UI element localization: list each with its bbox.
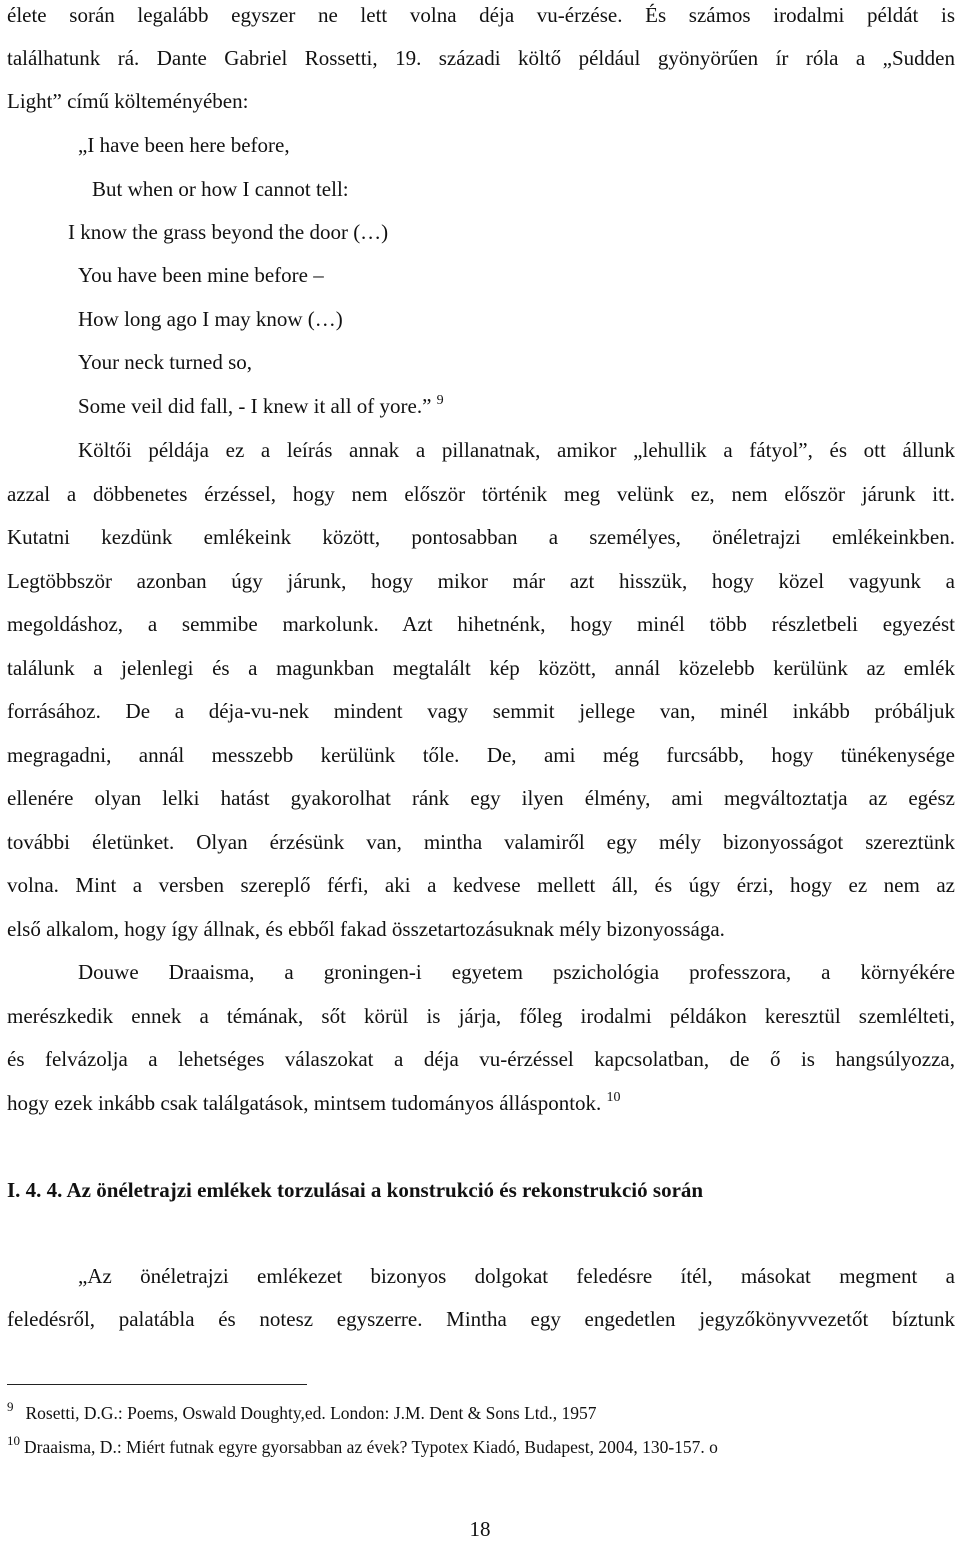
footnote-divider bbox=[7, 1384, 307, 1385]
poem-line-1: „I have been here before, bbox=[78, 133, 290, 157]
poem-line-7 bbox=[78, 393, 444, 423]
poem-line-7-text: Some veil did fall, - I knew it all of yore.” bbox=[78, 394, 432, 418]
footnote-9-number: 9 bbox=[7, 1399, 14, 1414]
paragraph1-line-3: Kutatni kezdünk emlékeink között, pontosabban a személyes, önéletrajzi emlékeinkben. bbox=[7, 525, 955, 549]
section-heading: I. 4. 4. Az önéletrajzi emlékek torzulásai a konstrukció és rekonstrukció során bbox=[7, 1178, 704, 1202]
page-number: 18 bbox=[469, 1517, 491, 1541]
poem-line-4: You have been mine before – bbox=[78, 263, 324, 287]
paragraph2-line-4 bbox=[7, 1090, 955, 1120]
footnote-ref-10: 10 bbox=[606, 1090, 621, 1105]
paragraph1-line-8: megragadni, annál messzebb kerülünk tőle. De, ami még furcsább, hogy tünékenysége bbox=[7, 743, 955, 767]
paragraph1-line-6: találunk a jelenlegi és a magunkban megtalált kép között, annál közelebb kerülünk az emlék bbox=[7, 656, 955, 680]
paragraph1-line-5: megoldáshoz, a semmibe markolunk. Azt hihetnénk, hogy minél több részletbeli egyezést bbox=[7, 612, 955, 636]
footnote-9-text: Rosetti, D.G.: Poems, Oswald Doughty,ed. London: J.M. Dent & Sons Ltd., 1957 bbox=[25, 1403, 597, 1423]
paragraph2-line-1: Douwe Draaisma, a groningen-i egyetem pszichológia professzora, a környékére bbox=[78, 960, 955, 984]
footnote-9 bbox=[7, 1400, 955, 1428]
paragraph1-line-10: további életünket. Olyan érzésünk van, mintha valamiről egy mély bizonyosságot szereztünk bbox=[7, 830, 955, 854]
paragraph1-line-7: forrásához. De a déja-vu-nek mindent vagy semmit jellege van, minél inkább próbáljuk bbox=[7, 699, 955, 723]
quote-line-1: „Az önéletrajzi emlékezet bizonyos dolgokat feledésre ítél, másokat megment a bbox=[78, 1264, 955, 1288]
paragraph2-line-4-text: hogy ezek inkább csak találgatások, mintsem tudományos álláspontok. bbox=[7, 1091, 602, 1115]
paragraph1-line-11: volna. Mint a versben szereplő férfi, aki a kedvese mellett áll, és úgy érzi, hogy ez nem az bbox=[7, 873, 955, 897]
intro-line-1: élete során legalább egyszer ne lett volna déja vu-érzése. És számos irodalmi példát is bbox=[7, 3, 955, 27]
paragraph2-line-2: merészkedik ennek a témának, sőt körül is járja, főleg irodalmi példákon keresztül szemlélteti, bbox=[7, 1004, 955, 1028]
quote-line-2: feledésről, palatábla és notesz egyszerre. Mintha egy engedetlen jegyzőkönyvvezetőt bíztunk bbox=[7, 1307, 955, 1331]
intro-line-3: Light” című költeményében: bbox=[7, 89, 249, 113]
footnote-10-text: Draaisma, D.: Miért futnak egyre gyorsabban az évek? Typotex Kiadó, Budapest, 2004, 130-157. o bbox=[24, 1437, 718, 1457]
poem-line-3: I know the grass beyond the door (…) bbox=[68, 220, 389, 244]
footnote-10-number: 10 bbox=[7, 1433, 20, 1448]
paragraph1-line-12: első alkalom, hogy így állnak, és ebből fakad összetartozásuknak mély bizonyossága. bbox=[7, 917, 725, 941]
poem-line-5: How long ago I may know (…) bbox=[78, 307, 343, 331]
paragraph1-line-4: Legtöbbször azonban úgy járunk, hogy mikor már azt hisszük, hogy közel vagyunk a bbox=[7, 569, 955, 593]
intro-line-2: találhatunk rá. Dante Gabriel Rossetti, 19. századi költő például gyönyörűen ír róla a „Sudden bbox=[7, 46, 955, 70]
footnote-10 bbox=[7, 1434, 955, 1462]
poem-line-6: Your neck turned so, bbox=[78, 350, 253, 374]
paragraph1-line-9: ellenére olyan lelki hatást gyakorolhat ránk egy ilyen élmény, ami megváltoztatja az egész bbox=[7, 786, 955, 810]
paragraph1-line-1: Költői példája ez a leírás annak a pillanatnak, amikor „lehullik a fátyol”, és ott állunk bbox=[78, 438, 955, 462]
footnote-ref-9: 9 bbox=[436, 393, 444, 408]
paragraph2-line-3: és felvázolja a lehetséges válaszokat a déja vu-érzéssel kapcsolatban, de ő is hangsúlyozza, bbox=[7, 1047, 955, 1071]
paragraph1-line-2: azzal a döbbenetes érzéssel, hogy nem először történik meg velünk ez, nem először járunk itt. bbox=[7, 482, 955, 506]
poem-line-2: But when or how I cannot tell: bbox=[92, 177, 349, 201]
